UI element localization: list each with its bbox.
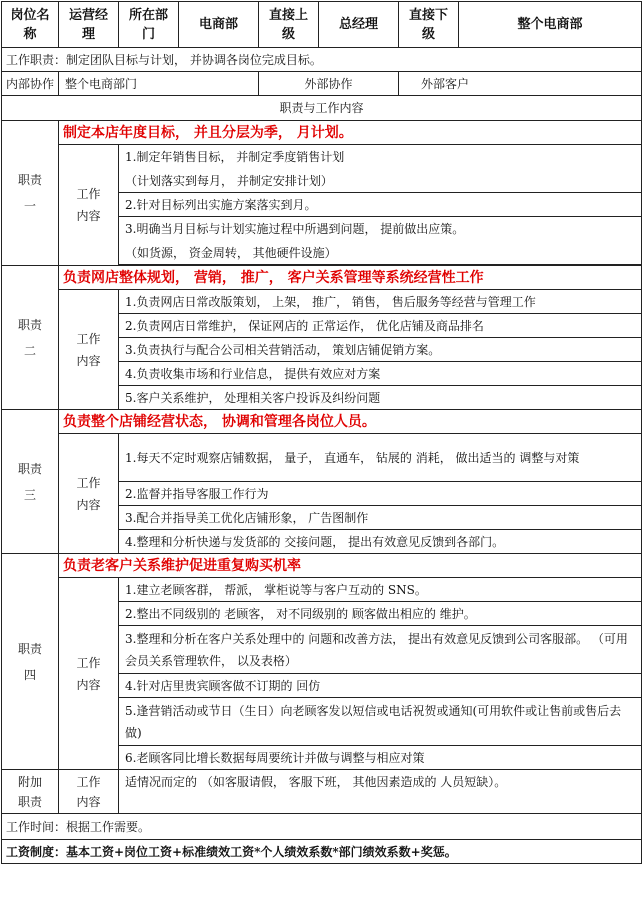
pos-name-value: 运营经理 (59, 2, 119, 48)
salary: 工资制度：基本工资+岗位工资+标准绩效工资*个人绩效系数*部门绩效系数+奖惩。 (2, 840, 642, 864)
extra-work-label: 工作内容 (59, 770, 119, 814)
cooperation-row (2, 72, 642, 96)
duty-3-item-4: 4.整理和分析快递与发货部的 交接问题， 提出有效意见反馈到各部门。 (119, 530, 642, 554)
section-title: 职责与工作内容 (2, 96, 642, 121)
duty-4-item-4: 4.针对店里贵宾顾客做不订期的 回仿 (119, 674, 642, 698)
section-title-row (2, 96, 642, 121)
duty-2-item-1: 1.负责网店日常改版策划， 上架， 推广， 销售， 售后服务等经营与管理工作 (119, 290, 642, 314)
duty-2-item-1-row (2, 290, 642, 314)
subordinate-label: 直接下级 (399, 2, 459, 48)
salary-row (2, 840, 642, 864)
duty-4-item-6: 6.老顾客同比增长数据每周要统计并做与调整与相应对策 (119, 746, 642, 770)
subordinate-value: 整个电商部 (459, 2, 642, 48)
duty-3-item-1: 1.每天不定时观察店铺数据， 量子， 直通车， 钻展的 消耗， 做出适当的 调整与对策 (119, 434, 642, 482)
duty-4-title-row (2, 554, 642, 578)
duty-1-item-1-row (2, 145, 642, 193)
extra-content: 适情况而定的 （如客服请假， 客服下班， 其他因素造成的 人员短缺）。 (119, 770, 642, 814)
work-time-row (2, 814, 642, 840)
duty-2-title-row (2, 266, 642, 290)
duty-1-work-label: 工作内容 (59, 145, 119, 266)
superior-value: 总经理 (319, 2, 399, 48)
pos-name-label: 岗位名称 (2, 2, 59, 48)
duty-4-item-1-row (2, 578, 642, 602)
duty-1-title: 制定本店年度目标， 并且分层为季， 月计划。 (59, 121, 642, 145)
duty-3-work-label: 工作内容 (59, 434, 119, 554)
duty-1-item-1: 1.制定年销售目标， 并制定季度销售计划 （计划落实到每月， 并制定安排计划） (119, 145, 642, 193)
duty-4-item-1: 1.建立老顾客群， 帮派， 掌柜说等与客户互动的 SNS。 (119, 578, 642, 602)
superior-label: 直接上级 (259, 2, 319, 48)
duty-2-item-3: 3.负责执行与配合公司相关营销活动， 策划店铺促销方案。 (119, 338, 642, 362)
duty-4-item-2: 2.整出不同级别的 老顾客， 对不同级别的 顾客做出相应的 维护。 (119, 602, 642, 626)
external-label: 外部协作 (259, 72, 399, 96)
internal-label: 内部协作 (2, 72, 59, 96)
duty-2-item-4: 4.负责收集市场和行业信息， 提供有效应对方案 (119, 362, 642, 386)
job-duty-row (2, 48, 642, 72)
extra-label: 附加职责 (2, 770, 59, 814)
duty-3-item-3: 3.配合并指导美工优化店铺形象， 广告图制作 (119, 506, 642, 530)
duty-2-item-2: 2.负责网店日常维护， 保证网店的 正常运作， 优化店铺及商品排名 (119, 314, 642, 338)
duty-1-item-3: 3.明确当月目标与计划实施过程中所遇到问题， 提前做出应策。 （如货源， 资金周转， 其他硬件设施） (119, 217, 642, 265)
external-value: 外部客户 (399, 72, 642, 96)
duty-4-work-label: 工作内容 (59, 578, 119, 770)
dept-value: 电商部 (179, 2, 259, 48)
duty-2-title: 负责网店整体规划， 营销， 推广， 客户关系管理等系统经营性工作 (59, 266, 642, 290)
duty-2-label: 职责二 (2, 266, 59, 410)
dept-label: 所在部门 (119, 2, 179, 48)
duty-4-title: 负责老客户关系维护促进重复购买机率 (59, 554, 642, 578)
header-row (2, 2, 642, 48)
duty-2-work-label: 工作内容 (59, 290, 119, 410)
job-duty: 工作职责：制定团队目标与计划， 并协调各岗位完成目标。 (2, 48, 642, 72)
work-time: 工作时间：根据工作需要。 (2, 814, 642, 840)
duty-3-item-1-row (2, 434, 642, 482)
duty-3-title: 负责整个店铺经营状态， 协调和管理各岗位人员。 (59, 410, 642, 434)
duty-1-label: 职责一 (2, 121, 59, 266)
duty-4-item-5: 5.逢营销活动或节日（生日）向老顾客发以短信或电话祝贺或通知(可用软件或让售前或售后去做) (119, 698, 642, 746)
extra-row (2, 770, 642, 814)
duty-1-title-row (2, 121, 642, 145)
duty-3-title-row (2, 410, 642, 434)
duty-4-label: 职责四 (2, 554, 59, 770)
duty-1-item-2: 2.针对目标列出实施方案落实到月。 (119, 193, 642, 217)
duty-2-item-5: 5.客户关系维护， 处理相关客户投诉及纠纷问题 (119, 386, 642, 410)
internal-value: 整个电商部门 (59, 72, 259, 96)
duty-3-item-2: 2.监督并指导客服工作行为 (119, 482, 642, 506)
job-description-table (1, 1, 642, 864)
duty-3-label: 职责三 (2, 410, 59, 554)
duty-4-item-3: 3.整理和分析在客户关系处理中的 问题和改善方法， 提出有效意见反馈到公司客服部。 （可用会员关系管理软件， 以及表格） (119, 626, 642, 674)
